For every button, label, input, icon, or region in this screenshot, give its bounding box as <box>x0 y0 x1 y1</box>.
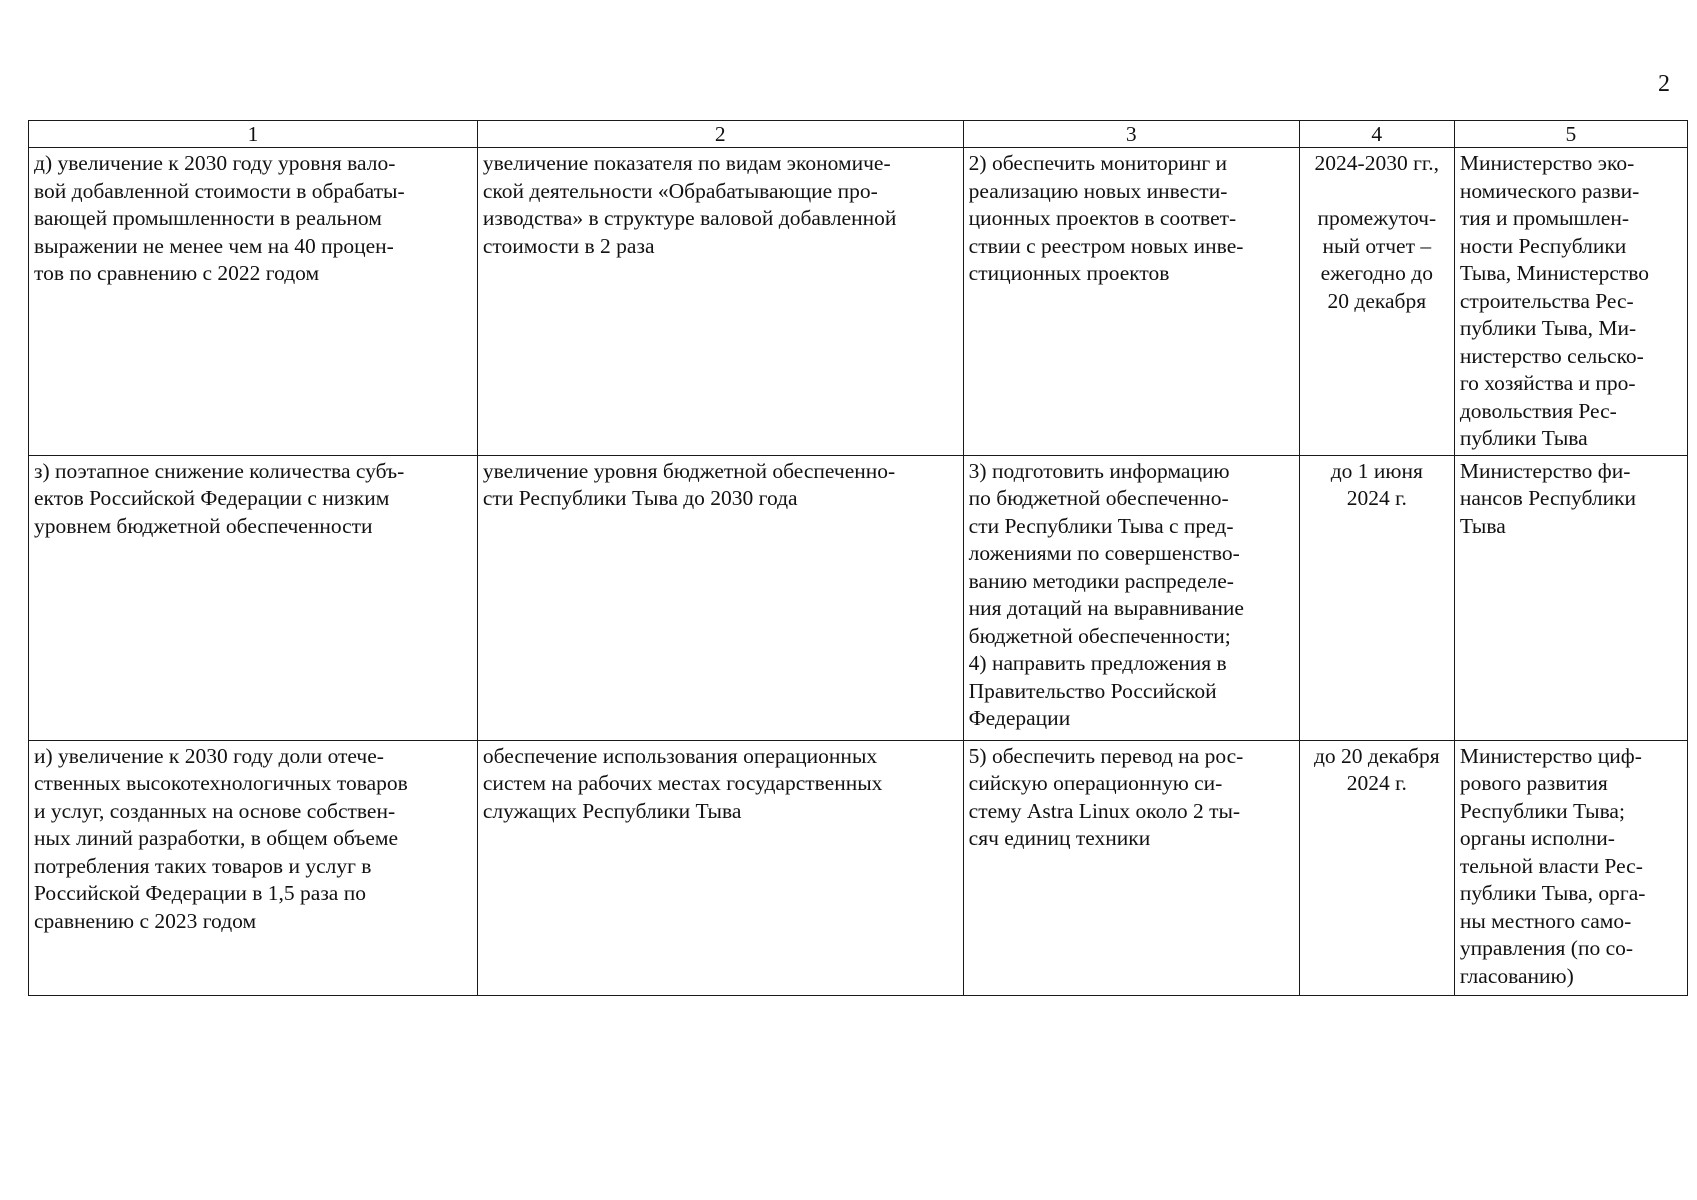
responsible-text: Министерство эко- номического разви- тия и промышлен- ности Республики Тыва, Министерство строительства Рес- публики Тыва, Ми- нистерство сельско- го хозяйства и про- довольствия Рес- публики Тыва <box>1459 151 1650 450</box>
responsible-cell <box>1454 455 1687 740</box>
responsible-cell <box>1454 148 1687 456</box>
column-header-5: 5 <box>1454 121 1687 148</box>
goal-text: д) увеличение к 2030 году уровня вало- вой добавленной стоимости в обрабаты- вающей промышленности в реальном выражении не менее чем на 40 процен- тов по сравнению с 2022 годом <box>34 151 405 285</box>
responsible-text: Министерство фи- нансов Республики Тыва <box>1459 458 1637 538</box>
deadline-cell <box>1299 148 1454 456</box>
responsible-cell <box>1454 740 1687 995</box>
responsible-text: Министерство циф- рового развития Республики Тыва; органы исполни- тельной власти Рес- публики Тыва, орга- ны местного само- управления (по со- гласованию) <box>1459 743 1646 988</box>
goal-text: и) увеличение к 2030 году доли отече- ственных высокотехнологичных товаров и услуг, созданных на основе собствен- ных линий разработки, в общем объеме потребления таких товаров и услуг в Российской Федерации в 1,5 раза по сравнению с 2023 годом <box>34 743 408 933</box>
deadline-text: до 1 июня 2024 г. <box>1330 458 1423 510</box>
indicator-text: увеличение показателя по видам экономиче- ской деятельности «Обрабатывающие про- изводства» в структуре валовой добавленной стоимости в 2 раза <box>482 151 897 258</box>
indicator-cell <box>477 455 963 740</box>
deadline-cell <box>1299 740 1454 995</box>
measures-text: 5) обеспечить перевод на рос- сийскую операционную си- стему Astra Linux около 2 ты- сяч единиц техники <box>968 743 1244 850</box>
deadline-cell <box>1299 455 1454 740</box>
indicator-cell <box>477 740 963 995</box>
deadline-text: до 20 декабря 2024 г. <box>1313 743 1440 795</box>
goal-text: з) поэтапное снижение количества субъ- ектов Российской Федерации с низким уровнем бюджетной обеспеченности <box>34 458 405 538</box>
measures-cell <box>963 455 1299 740</box>
measures-table <box>28 120 1688 996</box>
measures-text: 2) обеспечить мониторинг и реализацию новых инвести- ционных проектов в соответ- ствии с реестром новых инве- стиционных проектов <box>968 151 1244 285</box>
column-header-1: 1 <box>29 121 478 148</box>
page-number: 2 <box>1658 71 1670 97</box>
measures-text: 3) подготовить информацию по бюджетной обеспеченно- сти Республики Тыва с пред- ложениями по совершенство- ванию методики распределе- ния дотаций на выравнивание бюджетной обеспеченности; 4) направить предложения в Правительство Российской Федерации <box>968 458 1244 730</box>
table-row <box>29 455 1688 740</box>
indicator-text: обеспечение использования операционных систем на рабочих местах государственных служащих Республики Тыва <box>482 743 883 823</box>
measures-cell <box>963 740 1299 995</box>
goal-cell <box>29 455 478 740</box>
table-header-row <box>29 121 1688 148</box>
measures-cell <box>963 148 1299 456</box>
table-row <box>29 740 1688 995</box>
column-header-4: 4 <box>1299 121 1454 148</box>
deadline-text: 2024-2030 гг., промежуточ- ный отчет – ежегодно до 20 декабря <box>1314 151 1440 313</box>
column-header-3: 3 <box>963 121 1299 148</box>
indicator-cell <box>477 148 963 456</box>
column-header-2: 2 <box>477 121 963 148</box>
table-row <box>29 148 1688 456</box>
indicator-text: увеличение уровня бюджетной обеспеченно- сти Республики Тыва до 2030 года <box>482 458 896 510</box>
goal-cell <box>29 740 478 995</box>
goal-cell <box>29 148 478 456</box>
